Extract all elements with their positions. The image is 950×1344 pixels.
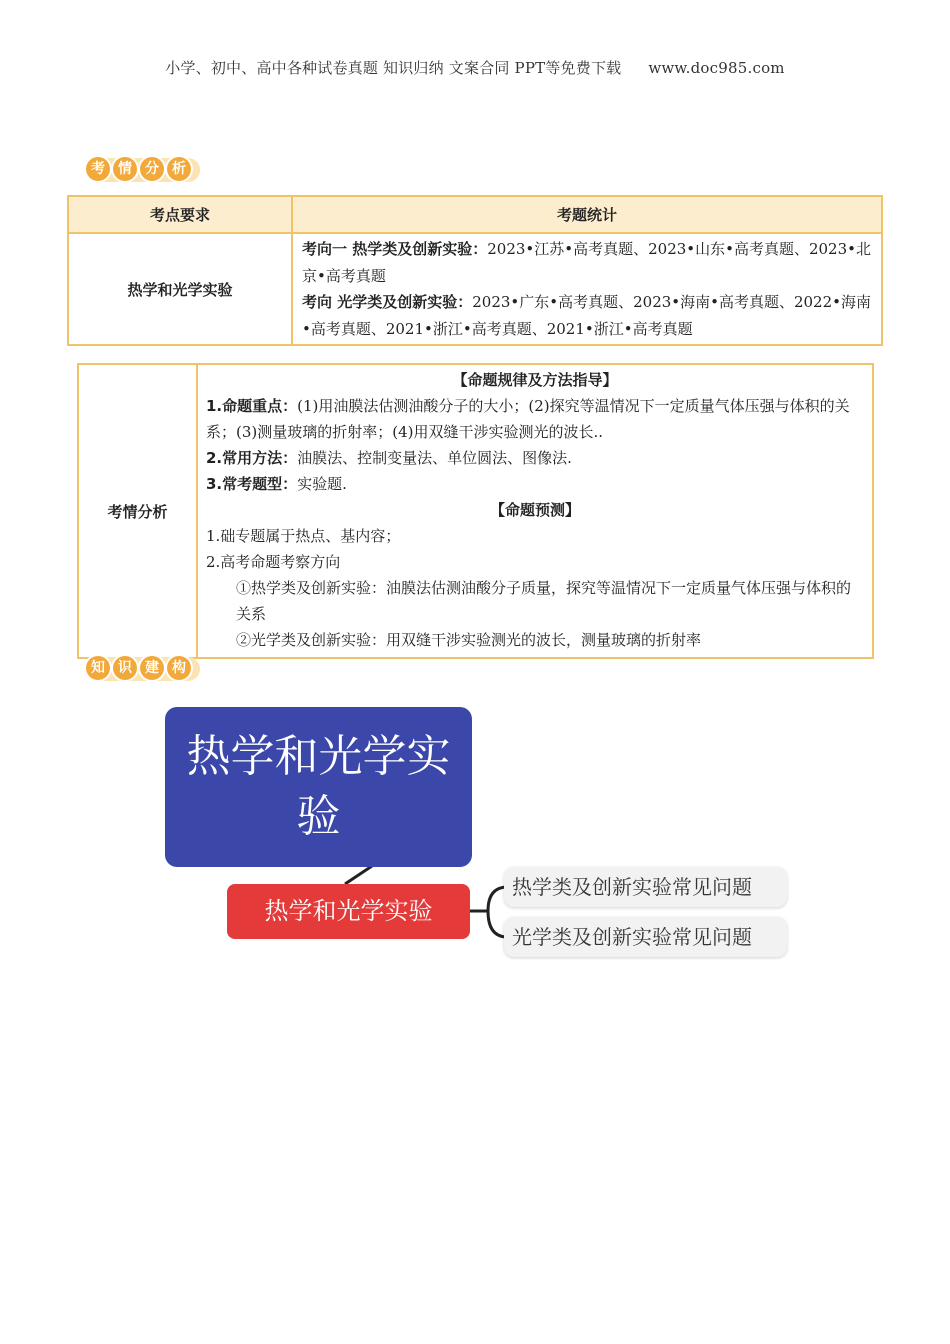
prediction-1: 1.础专题属于热点、基内容；: [206, 527, 401, 545]
badge-char: 构: [167, 656, 191, 680]
badge-char: 考: [86, 157, 110, 181]
item-2-label: 2.常用方法：: [206, 449, 298, 467]
header-text: 小学、初中、高中各种试卷真题 知识归纳 文案合同 PPT等免费下载: [165, 59, 622, 77]
item-3-text: 实验题.: [297, 475, 347, 493]
badge-char: 建: [140, 656, 164, 680]
mindmap-leaf-optical: 光学类及创新实验常见问题: [504, 917, 787, 957]
mindmap-leaf-thermal: 热学类及创新实验常见问题: [504, 867, 787, 907]
badge-char: 知: [86, 656, 110, 680]
badge-char: 分: [140, 157, 164, 181]
prediction-2: 2.高考命题考察方向: [206, 553, 341, 571]
col-header-statistics: 考题统计: [292, 196, 882, 233]
header-url[interactable]: www.doc985.com: [648, 59, 785, 77]
prediction-3: ①热学类及创新实验：油膜法估测油酸分子质量，探究等温情况下一定质量气体压强与体积的关系: [236, 579, 852, 623]
mindmap-root-node: 热学和光学实验: [165, 707, 472, 867]
direction-1-text: 2023•江苏•高考真题、2023•山东•高考真题、2023•北京•高考真题: [302, 240, 871, 285]
col-header-requirement: 考点要求: [68, 196, 292, 233]
badge-char: 情: [113, 157, 137, 181]
prediction-title: 【命题预测】: [489, 501, 580, 519]
direction-2-text: 2023•广东•高考真题、2023•海南•高考真题、2022•海南•高考真题、2021•浙江•高考真题、2021•浙江•高考真题: [302, 293, 871, 338]
item-1-text: (1)用油膜法估测油酸分子的大小；(2)探究等温情况下一定质量气体压强与体积的关系；(3)测量玻璃的折射率；(4)用双缝干涉实验测光的波长..: [206, 397, 850, 441]
direction-1-label: 考向一 热学类及创新实验：: [302, 240, 488, 258]
branch-connector: [470, 887, 506, 937]
prediction-4: ②光学类及创新实验：用双缝干涉实验测光的波长，测量玻璃的折射率: [236, 631, 702, 649]
badge-char: 识: [113, 656, 137, 680]
item-2-text: 油膜法、控制变量法、单位圆法、图像法.: [297, 449, 572, 467]
item-3-label: 3.常考题型：: [206, 475, 298, 493]
badge-char: 析: [167, 157, 191, 181]
item-1-label: 1.命题重点：: [206, 397, 298, 415]
root-connector: [345, 866, 372, 884]
direction-2-label: 考向 光学类及创新实验：: [302, 293, 473, 311]
rules-title: 【命题规律及方法指导】: [452, 371, 618, 389]
topic-cell: 热学和光学实验: [68, 233, 292, 345]
analysis-label: 考情分析: [78, 364, 197, 658]
mindmap-mid-node: 热学和光学实验: [227, 884, 470, 939]
